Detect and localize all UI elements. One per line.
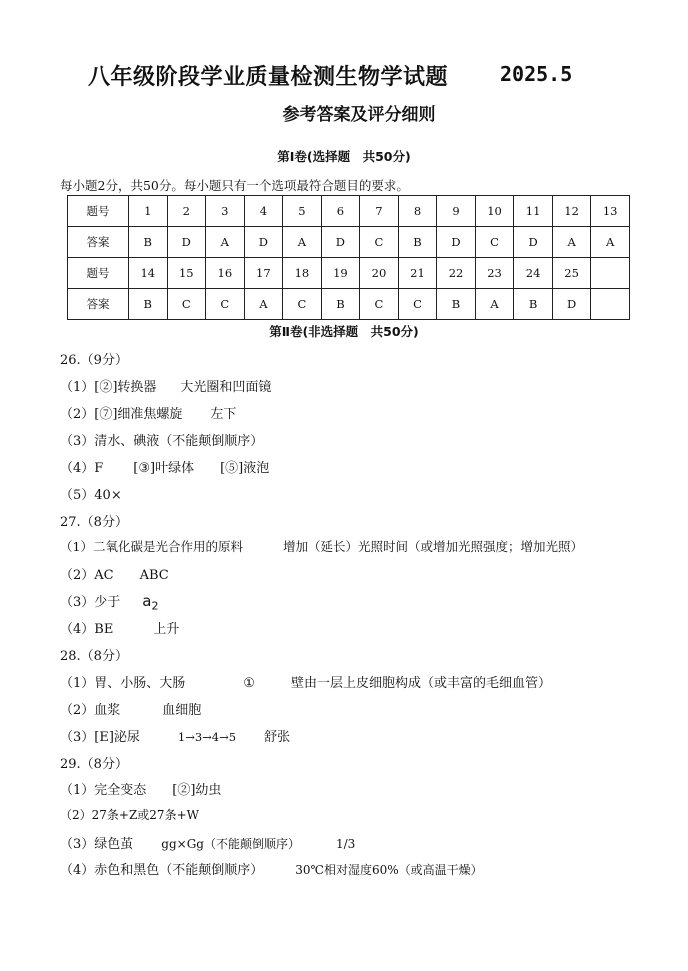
table-cell: A xyxy=(244,289,283,320)
answer-text: （4）BE xyxy=(60,622,114,637)
q29-answer-4 xyxy=(60,859,483,878)
table-cell: 25 xyxy=(552,258,591,289)
part1-instructions: 每小题2分，共50分。每小题只有一个选项最符合题目的要求。 xyxy=(60,178,409,193)
table-cell: D xyxy=(244,227,283,258)
table-cell: B xyxy=(129,289,168,320)
answer-text: （3）少于 xyxy=(60,595,121,610)
answer-text: [②]幼虫 xyxy=(172,783,222,798)
answer-text: 增加（延长）光照时间（或增加光照强度；增加光照） xyxy=(282,539,583,554)
table-row xyxy=(68,227,630,258)
table-cell: B xyxy=(129,227,168,258)
q27-answer-3 xyxy=(60,591,158,613)
row-label: 答案 xyxy=(68,227,129,258)
answer-text: 壁由一层上皮细胞构成（或丰富的毛细血管） xyxy=(290,676,551,691)
q27-answer-2 xyxy=(60,564,169,583)
table-cell: B xyxy=(321,289,360,320)
table-cell: D xyxy=(514,227,553,258)
table-cell: D xyxy=(437,227,476,258)
table-cell: D xyxy=(552,289,591,320)
document-date: 2025.5 xyxy=(500,62,573,86)
q28-heading: 28.（8分） xyxy=(60,649,128,664)
table-cell: 9 xyxy=(437,196,476,227)
table-cell: A xyxy=(552,227,591,258)
table-cell: C xyxy=(398,289,437,320)
q28-answer-2 xyxy=(60,699,201,718)
answer-text: （1）完全变态 xyxy=(60,783,147,798)
row-label: 答案 xyxy=(68,289,129,320)
table-cell: C xyxy=(360,289,399,320)
table-cell: 22 xyxy=(437,258,476,289)
table-cell: B xyxy=(398,227,437,258)
answer-text: （4）赤色和黑色（不能颠倒顺序） xyxy=(60,863,264,878)
q28-answer-3 xyxy=(60,726,290,745)
answer-text: 30℃相对湿度60%（或高温干燥） xyxy=(295,863,483,877)
table-cell: A xyxy=(283,227,322,258)
table-cell: C xyxy=(283,289,322,320)
answer-text: ① xyxy=(243,676,255,691)
q29-heading: 29.（8分） xyxy=(60,757,128,772)
table-cell: A xyxy=(591,227,630,258)
table-row xyxy=(68,196,630,227)
answer-text: （3）[E]泌尿 xyxy=(60,730,140,745)
part2-heading: 第Ⅱ卷(非选择题 共50分) xyxy=(269,324,419,339)
answer-text: 血细胞 xyxy=(162,703,202,718)
table-cell: 6 xyxy=(321,196,360,227)
q29-answer-1 xyxy=(60,779,221,798)
table-cell: 13 xyxy=(591,196,630,227)
q26-answer-4 xyxy=(60,457,269,476)
answer-text: （1）胃、小肠、大肠 xyxy=(60,676,186,691)
answer-text: [⑤]液泡 xyxy=(220,461,270,476)
table-cell: 20 xyxy=(360,258,399,289)
table-cell: 4 xyxy=(244,196,283,227)
answer-text: ABC xyxy=(139,568,169,583)
table-cell: C xyxy=(475,227,514,258)
answer-text: （4）F xyxy=(60,461,104,476)
table-cell: 21 xyxy=(398,258,437,289)
table-cell: 7 xyxy=(360,196,399,227)
q27-answer-1 xyxy=(60,537,583,555)
table-cell: 24 xyxy=(514,258,553,289)
answer-subscript: 2 xyxy=(151,599,159,613)
answer-text: （2）AC xyxy=(60,568,114,583)
answer-table xyxy=(67,195,630,320)
answer-text: 1/3 xyxy=(335,837,356,851)
table-cell: C xyxy=(206,289,245,320)
table-cell: 19 xyxy=(321,258,360,289)
table-cell: C xyxy=(360,227,399,258)
q27-heading: 27.（8分） xyxy=(60,515,128,530)
table-row xyxy=(68,258,630,289)
answer-text: gg×Gg（不能颠倒顺序） xyxy=(161,837,300,851)
answer-text: 1→3→4→5 xyxy=(177,730,237,744)
answer-text: 大光圈和凹面镜 xyxy=(180,380,272,395)
table-cell xyxy=(591,258,630,289)
row-label: 题号 xyxy=(68,196,129,227)
table-cell: 16 xyxy=(206,258,245,289)
table-cell: B xyxy=(437,289,476,320)
row-label: 题号 xyxy=(68,258,129,289)
table-row xyxy=(68,289,630,320)
answer-text: 左下 xyxy=(210,407,237,422)
table-cell: A xyxy=(475,289,514,320)
q26-answer-3: （3）清水、碘液（不能颠倒顺序） xyxy=(60,434,264,449)
q27-answer-4 xyxy=(60,618,179,637)
part1-heading: 第Ⅰ卷(选择题 共50分) xyxy=(277,149,411,164)
table-cell: D xyxy=(167,227,206,258)
table-cell: 8 xyxy=(398,196,437,227)
q26-heading: 26.（9分） xyxy=(60,353,128,368)
answer-text: （1）二氧化碳是光合作用的原料 xyxy=(60,539,243,554)
table-cell: 12 xyxy=(552,196,591,227)
table-cell: 2 xyxy=(167,196,206,227)
answer-text: 舒张 xyxy=(264,730,291,745)
q28-answer-1 xyxy=(60,672,551,691)
table-cell: 17 xyxy=(244,258,283,289)
table-cell: 23 xyxy=(475,258,514,289)
table-cell: A xyxy=(206,227,245,258)
answer-text: 上升 xyxy=(153,622,180,637)
answer-text: [③]叶绿体 xyxy=(133,461,195,476)
q29-answer-3 xyxy=(60,833,355,852)
answer-text: （1）[②]转换器 xyxy=(60,380,157,395)
table-cell: 14 xyxy=(129,258,168,289)
document-subtitle: 参考答案及评分细则 xyxy=(282,105,436,125)
answer-text: （3）绿色茧 xyxy=(60,837,134,852)
table-cell xyxy=(591,289,630,320)
q26-answer-5: （5）40× xyxy=(60,488,122,503)
table-cell: 18 xyxy=(283,258,322,289)
q29-answer-2: （2）27条+Z或27条+W xyxy=(60,808,199,822)
table-cell: 10 xyxy=(475,196,514,227)
table-cell: 1 xyxy=(129,196,168,227)
table-cell: C xyxy=(167,289,206,320)
table-cell: 5 xyxy=(283,196,322,227)
table-cell: 11 xyxy=(514,196,553,227)
document-title: 八年级阶段学业质量检测生物学试题 xyxy=(88,65,449,90)
table-cell: D xyxy=(321,227,360,258)
answer-text: （2）血浆 xyxy=(60,703,121,718)
table-cell: 15 xyxy=(167,258,206,289)
q26-answer-2 xyxy=(60,403,236,422)
answer-text: a xyxy=(142,592,152,610)
answer-text: （2）[⑦]细准焦螺旋 xyxy=(60,407,183,422)
table-cell: B xyxy=(514,289,553,320)
q26-answer-1 xyxy=(60,376,271,395)
table-cell: 3 xyxy=(206,196,245,227)
